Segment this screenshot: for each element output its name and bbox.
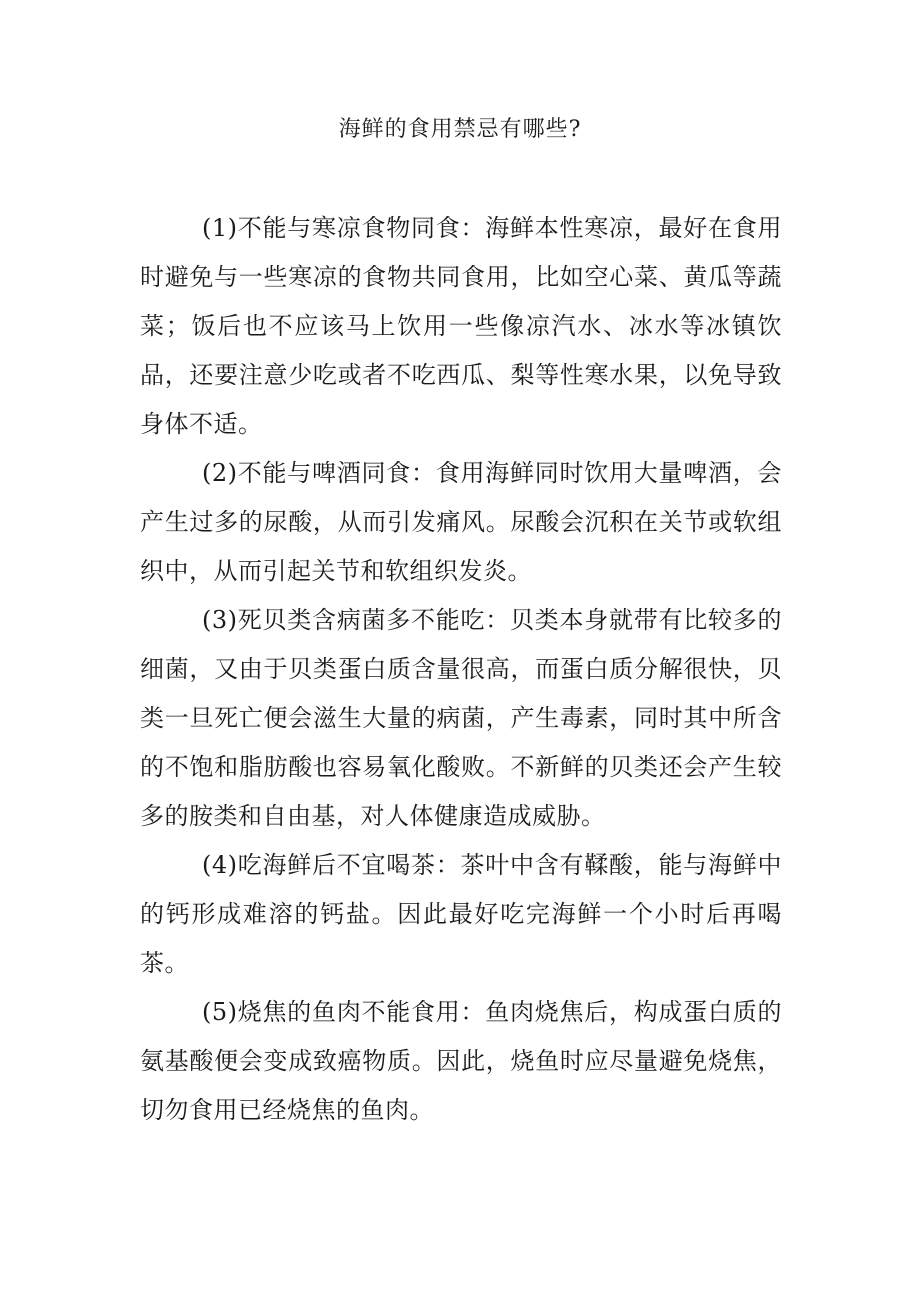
paragraph-3: (3)死贝类含病菌多不能吃：贝类本身就带有比较多的细菌，又由于贝类蛋白质含量很高，而蛋白质分解很快，贝类一旦死亡便会滋生大量的病菌，产生毒素，同时其中所含的不饱和脂肪酸也容易氧化酸败。不新鲜的贝类还会产生较多的胺类和自由基，对人体健康造成威胁。: [140, 606, 782, 830]
document-body: [140, 204, 782, 1135]
paragraph-5: (5)烧焦的鱼肉不能食用：鱼肉烧焦后，构成蛋白质的氨基酸便会变成致癌物质。因此，烧鱼时应尽量避免烧焦，切勿食用已经烧焦的鱼肉。: [140, 998, 782, 1124]
paragraph-2: (2)不能与啤酒同食：食用海鲜同时饮用大量啤酒，会产生过多的尿酸，从而引发痛风。尿酸会沉积在关节或软组织中，从而引起关节和软组织发炎。: [140, 459, 782, 585]
paragraph-4: (4)吃海鲜后不宜喝茶：茶叶中含有鞣酸，能与海鲜中的钙形成难溶的钙盐。因此最好吃完海鲜一个小时后再喝茶。: [140, 851, 782, 977]
paragraph-1: (1)不能与寒凉食物同食：海鲜本性寒凉，最好在食用时避免与一些寒凉的食物共同食用，比如空心菜、黄瓜等蔬菜；饭后也不应该马上饮用一些像凉汽水、冰水等冰镇饮品，还要注意少吃或者不吃西瓜、梨等性寒水果，以免导致身体不适。: [140, 214, 782, 438]
document-title: 海鲜的食用禁忌有哪些?: [338, 117, 582, 142]
